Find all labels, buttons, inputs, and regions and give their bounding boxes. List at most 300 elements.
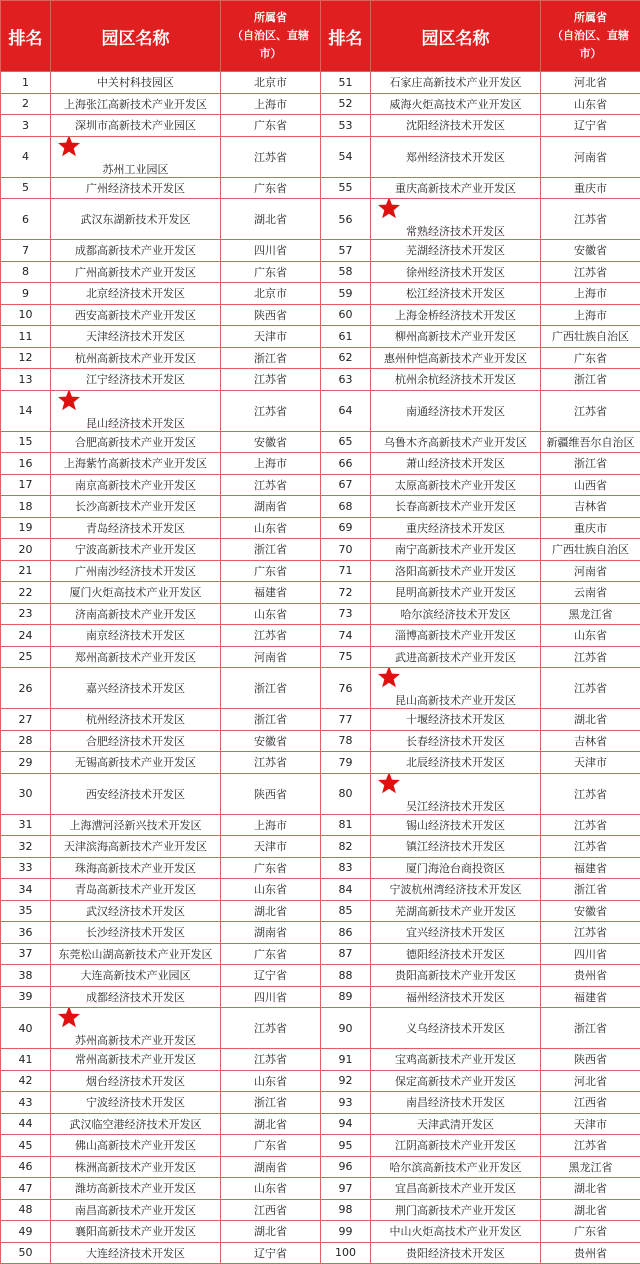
province-cell: 贵州省 [541, 965, 640, 987]
park-name-cell [51, 943, 221, 965]
park-name: 武进高新技术产业开发区 [395, 651, 516, 664]
park-name: 嘉兴经济技术开发区 [86, 682, 185, 695]
province-cell: 广东省 [221, 177, 321, 199]
rank-cell: 10 [1, 304, 51, 326]
province-cell: 广东省 [221, 943, 321, 965]
rank-cell: 91 [321, 1049, 371, 1071]
park-name: 洛阳高新技术产业开发区 [395, 565, 516, 578]
province-cell: 江苏省 [221, 474, 321, 496]
park-name-cell [371, 582, 541, 604]
header-province-line3: 市） [541, 45, 640, 63]
rank-cell: 8 [1, 261, 51, 283]
park-name-cell [371, 115, 541, 137]
table-row [1, 1135, 640, 1157]
park-name-cell [51, 474, 221, 496]
park-name: 襄阳高新技术产业开发区 [75, 1225, 196, 1238]
park-name-cell [371, 261, 541, 283]
province-cell: 浙江省 [541, 369, 640, 391]
park-name: 郑州高新技术产业开发区 [75, 651, 196, 664]
park-name-cell [51, 879, 221, 901]
park-name-cell [51, 326, 221, 348]
rank-cell: 46 [1, 1156, 51, 1178]
park-name-cell [371, 496, 541, 518]
rank-cell: 77 [321, 709, 371, 731]
rank-cell: 98 [321, 1199, 371, 1221]
table-row [1, 240, 640, 262]
table-row [1, 1242, 640, 1264]
province-cell: 江苏省 [541, 390, 640, 431]
province-cell: 北京市 [221, 283, 321, 305]
park-name-cell [371, 136, 541, 177]
park-name: 宁波杭州湾经济技术开发区 [390, 883, 522, 896]
table-row [1, 93, 640, 115]
park-name-cell [51, 453, 221, 475]
park-name: 松江经济技术开发区 [406, 287, 505, 300]
province-cell: 江苏省 [221, 625, 321, 647]
table-row [1, 326, 640, 348]
park-name: 宜兴经济技术开发区 [406, 926, 505, 939]
rank-cell: 32 [1, 836, 51, 858]
rank-cell: 23 [1, 603, 51, 625]
park-name: 天津武清开发区 [417, 1118, 494, 1131]
province-cell: 天津市 [221, 836, 321, 858]
park-name-cell [51, 304, 221, 326]
park-name: 上海张江高新技术产业开发区 [64, 98, 207, 111]
park-name: 东莞松山湖高新技术产业开发区 [59, 948, 213, 961]
park-name-cell [371, 773, 541, 814]
park-name-cell [51, 752, 221, 774]
province-cell: 浙江省 [221, 539, 321, 561]
park-name-cell [371, 836, 541, 858]
header-rank-right: 排名 [321, 1, 371, 72]
rank-cell: 86 [321, 922, 371, 944]
province-cell: 江苏省 [541, 668, 640, 709]
park-name-cell [371, 347, 541, 369]
park-name: 长沙经济技术开发区 [86, 926, 185, 939]
park-name: 青岛经济技术开发区 [86, 522, 185, 535]
rank-cell: 59 [321, 283, 371, 305]
park-name-cell [51, 965, 221, 987]
rank-cell: 52 [321, 93, 371, 115]
table-row [1, 390, 640, 431]
park-name-cell [51, 582, 221, 604]
province-cell: 黑龙江省 [541, 603, 640, 625]
park-name: 潍坊高新技术产业开发区 [75, 1182, 196, 1195]
rank-cell: 38 [1, 965, 51, 987]
park-name-cell [51, 646, 221, 668]
province-cell: 江苏省 [221, 752, 321, 774]
table-row [1, 261, 640, 283]
table-row [1, 836, 640, 858]
park-name-cell [51, 560, 221, 582]
province-cell: 广东省 [221, 1135, 321, 1157]
park-name-cell [51, 72, 221, 94]
province-cell: 吉林省 [541, 496, 640, 518]
rank-cell: 80 [321, 773, 371, 814]
park-name: 武汉东湖新技术开发区 [81, 213, 191, 226]
table-row [1, 857, 640, 879]
rank-cell: 97 [321, 1178, 371, 1200]
province-cell: 湖南省 [221, 496, 321, 518]
park-name: 广州高新技术产业开发区 [75, 266, 196, 279]
park-name-cell [371, 1221, 541, 1243]
rank-cell: 51 [321, 72, 371, 94]
province-cell: 浙江省 [221, 709, 321, 731]
table-row [1, 943, 640, 965]
park-name: 烟台经济技术开发区 [86, 1075, 185, 1088]
province-cell: 江苏省 [541, 261, 640, 283]
park-name: 哈尔滨经济技术开发区 [401, 608, 511, 621]
rank-cell: 90 [321, 1008, 371, 1049]
province-cell: 河南省 [541, 136, 640, 177]
header-name-right: 园区名称 [371, 1, 541, 72]
rank-cell: 60 [321, 304, 371, 326]
park-name: 南通经济技术开发区 [406, 405, 505, 418]
park-name: 北辰经济技术开发区 [406, 756, 505, 769]
park-name: 长春高新技术产业开发区 [395, 500, 516, 513]
park-name-cell [51, 539, 221, 561]
table-row [1, 900, 640, 922]
park-name: 镇江经济技术开发区 [406, 840, 505, 853]
park-name-cell [51, 240, 221, 262]
park-name-cell [371, 857, 541, 879]
province-cell: 上海市 [221, 814, 321, 836]
rank-cell: 68 [321, 496, 371, 518]
rank-cell: 35 [1, 900, 51, 922]
park-name-cell [371, 283, 541, 305]
province-cell: 湖北省 [221, 199, 321, 240]
park-name-cell [371, 199, 541, 240]
rank-cell: 25 [1, 646, 51, 668]
park-name: 上海漕河泾新兴技术开发区 [70, 819, 202, 832]
province-cell: 陕西省 [221, 773, 321, 814]
park-name-cell [371, 474, 541, 496]
rank-cell: 94 [321, 1113, 371, 1135]
park-name-cell [371, 1156, 541, 1178]
park-name-cell [51, 900, 221, 922]
header-name-left: 园区名称 [51, 1, 221, 72]
header-province-line2: （自治区、直辖 [221, 27, 320, 45]
park-name: 深圳市高新技术产业园区 [75, 119, 196, 132]
park-name: 常州高新技术产业开发区 [75, 1053, 196, 1066]
province-cell: 江苏省 [221, 136, 321, 177]
park-name: 上海金桥经济技术开发区 [395, 309, 516, 322]
rank-cell: 58 [321, 261, 371, 283]
park-name: 宁波经济技术开发区 [86, 1096, 185, 1109]
rank-cell: 55 [321, 177, 371, 199]
rank-cell: 96 [321, 1156, 371, 1178]
park-name-cell [51, 773, 221, 814]
header-province-line2: （自治区、直辖 [541, 27, 640, 45]
park-name-cell [371, 1199, 541, 1221]
park-name-cell [371, 240, 541, 262]
table-row [1, 517, 640, 539]
province-cell: 山西省 [541, 474, 640, 496]
province-cell: 上海市 [221, 453, 321, 475]
park-name: 重庆高新技术产业开发区 [395, 182, 516, 195]
park-name-cell [371, 1008, 541, 1049]
rank-cell: 83 [321, 857, 371, 879]
table-row [1, 474, 640, 496]
table-row [1, 453, 640, 475]
park-name-cell [371, 879, 541, 901]
park-name: 江宁经济技术开发区 [86, 373, 185, 386]
rank-cell: 3 [1, 115, 51, 137]
rank-cell: 37 [1, 943, 51, 965]
star-icon [377, 199, 541, 221]
park-name: 柳州高新技术产业开发区 [395, 330, 516, 343]
rank-cell: 99 [321, 1221, 371, 1243]
park-name: 大连高新技术产业园区 [81, 969, 191, 982]
province-cell: 江苏省 [221, 390, 321, 431]
park-name-cell [371, 1178, 541, 1200]
star-icon [57, 136, 221, 158]
table-row [1, 922, 640, 944]
rank-cell: 81 [321, 814, 371, 836]
rank-cell: 54 [321, 136, 371, 177]
park-name: 中关村科技园区 [97, 76, 174, 89]
rank-cell: 75 [321, 646, 371, 668]
park-name-cell [371, 326, 541, 348]
park-name: 杭州经济技术开发区 [86, 713, 185, 726]
park-name: 宜昌高新技术产业开发区 [395, 1182, 516, 1195]
park-name-cell [371, 1242, 541, 1264]
header-row [1, 1, 640, 72]
park-name-cell [371, 752, 541, 774]
park-name: 贵阳高新技术产业开发区 [395, 969, 516, 982]
park-name-cell [371, 1113, 541, 1135]
table-row [1, 668, 640, 709]
province-cell: 河南省 [541, 560, 640, 582]
rank-cell: 70 [321, 539, 371, 561]
park-name: 广州南沙经济技术开发区 [75, 565, 196, 578]
park-name-cell [51, 177, 221, 199]
park-name: 哈尔滨高新技术产业开发区 [390, 1161, 522, 1174]
park-name: 淄博高新技术产业开发区 [395, 629, 516, 642]
park-name: 南宁高新技术产业开发区 [395, 543, 516, 556]
province-cell: 黑龙江省 [541, 1156, 640, 1178]
province-cell: 江苏省 [221, 1008, 321, 1049]
province-cell: 陕西省 [541, 1049, 640, 1071]
province-cell: 贵州省 [541, 1242, 640, 1264]
park-name: 厦门海沧台商投资区 [406, 862, 505, 875]
rank-cell: 28 [1, 730, 51, 752]
province-cell: 河北省 [541, 72, 640, 94]
park-name-cell [371, 965, 541, 987]
park-name-cell [371, 539, 541, 561]
park-name: 芜湖经济技术开发区 [406, 244, 505, 257]
province-cell: 浙江省 [541, 453, 640, 475]
province-cell: 湖北省 [221, 1221, 321, 1243]
park-name-cell [51, 603, 221, 625]
star-icon [57, 390, 221, 412]
park-name: 南京经济技术开发区 [86, 629, 185, 642]
park-name: 长沙高新技术产业开发区 [75, 500, 196, 513]
rank-cell: 53 [321, 115, 371, 137]
park-name: 贵阳经济技术开发区 [406, 1247, 505, 1260]
park-name-cell [51, 1049, 221, 1071]
rank-cell: 72 [321, 582, 371, 604]
province-cell: 辽宁省 [221, 965, 321, 987]
rank-cell: 69 [321, 517, 371, 539]
rank-cell: 78 [321, 730, 371, 752]
park-name: 苏州工业园区 [103, 163, 169, 176]
province-cell: 四川省 [221, 240, 321, 262]
province-cell: 吉林省 [541, 730, 640, 752]
park-name-cell [51, 347, 221, 369]
province-cell: 上海市 [541, 283, 640, 305]
park-name: 芜湖高新技术产业开发区 [395, 905, 516, 918]
province-cell: 上海市 [541, 304, 640, 326]
park-name-cell [51, 1070, 221, 1092]
park-name: 上海紫竹高新技术产业开发区 [64, 457, 207, 470]
park-name-cell [51, 369, 221, 391]
rank-cell: 71 [321, 560, 371, 582]
rank-cell: 9 [1, 283, 51, 305]
park-name-cell [51, 136, 221, 177]
park-name-cell [371, 72, 541, 94]
rank-cell: 2 [1, 93, 51, 115]
rank-cell: 6 [1, 199, 51, 240]
table-row [1, 986, 640, 1008]
province-cell: 广东省 [221, 261, 321, 283]
rank-cell: 42 [1, 1070, 51, 1092]
rank-cell: 65 [321, 431, 371, 453]
park-name-cell [371, 390, 541, 431]
park-name: 常熟经济技术开发区 [406, 225, 505, 238]
park-name: 十堰经济技术开发区 [406, 713, 505, 726]
rank-cell: 73 [321, 603, 371, 625]
park-name-cell [371, 453, 541, 475]
province-cell: 江苏省 [541, 1135, 640, 1157]
park-name: 昆山经济技术开发区 [86, 417, 185, 430]
rank-cell: 5 [1, 177, 51, 199]
park-name-cell [51, 431, 221, 453]
province-cell: 江苏省 [541, 922, 640, 944]
table-row [1, 115, 640, 137]
rank-cell: 74 [321, 625, 371, 647]
table-row [1, 1049, 640, 1071]
park-name: 中山火炬高技术产业开发区 [390, 1225, 522, 1238]
park-name-cell [51, 857, 221, 879]
park-name: 成都经济技术开发区 [86, 991, 185, 1004]
province-cell: 湖南省 [221, 1156, 321, 1178]
park-name: 广州经济技术开发区 [86, 182, 185, 195]
rank-cell: 56 [321, 199, 371, 240]
header-province-left [221, 1, 321, 72]
park-name: 江阴高新技术产业开发区 [395, 1139, 516, 1152]
park-name: 武汉临空港经济技术开发区 [70, 1118, 202, 1131]
province-cell: 山东省 [221, 1178, 321, 1200]
province-cell: 广东省 [541, 1221, 640, 1243]
park-name: 宁波高新技术产业开发区 [75, 543, 196, 556]
province-cell: 浙江省 [541, 1008, 640, 1049]
rank-cell: 93 [321, 1092, 371, 1114]
province-cell: 河北省 [541, 1070, 640, 1092]
table-row [1, 177, 640, 199]
rank-cell: 61 [321, 326, 371, 348]
park-name: 杭州高新技术产业开发区 [75, 352, 196, 365]
park-name-cell [51, 496, 221, 518]
star-icon [377, 773, 541, 795]
park-name-cell [51, 836, 221, 858]
park-name-cell [51, 730, 221, 752]
table-row [1, 1178, 640, 1200]
rank-cell: 45 [1, 1135, 51, 1157]
park-name: 长春经济技术开发区 [406, 735, 505, 748]
table-row [1, 560, 640, 582]
rank-cell: 88 [321, 965, 371, 987]
province-cell: 山东省 [221, 1070, 321, 1092]
park-name-cell [51, 922, 221, 944]
table-row [1, 965, 640, 987]
park-name-cell [371, 517, 541, 539]
park-name-cell [371, 369, 541, 391]
rank-cell: 17 [1, 474, 51, 496]
park-name: 厦门火炬高技术产业开发区 [70, 586, 202, 599]
park-name-cell [371, 646, 541, 668]
province-cell: 浙江省 [221, 1092, 321, 1114]
province-cell: 重庆市 [541, 177, 640, 199]
province-cell: 山东省 [541, 93, 640, 115]
park-name: 福州经济技术开发区 [406, 991, 505, 1004]
rank-cell: 13 [1, 369, 51, 391]
province-cell: 广东省 [221, 115, 321, 137]
rank-cell: 40 [1, 1008, 51, 1049]
park-name-cell [51, 709, 221, 731]
park-name: 昆山高新技术产业开发区 [395, 694, 516, 707]
table-row [1, 431, 640, 453]
rank-cell: 44 [1, 1113, 51, 1135]
province-cell: 江苏省 [541, 199, 640, 240]
park-name-cell [51, 625, 221, 647]
park-name: 沈阳经济技术开发区 [406, 119, 505, 132]
rank-cell: 82 [321, 836, 371, 858]
park-name: 北京经济技术开发区 [86, 287, 185, 300]
province-cell: 湖北省 [541, 1199, 640, 1221]
rank-cell: 16 [1, 453, 51, 475]
province-cell: 浙江省 [221, 668, 321, 709]
province-cell: 广东省 [221, 560, 321, 582]
park-name-cell [371, 431, 541, 453]
rank-cell: 18 [1, 496, 51, 518]
table-row [1, 730, 640, 752]
rank-cell: 22 [1, 582, 51, 604]
rank-cell: 21 [1, 560, 51, 582]
province-cell: 天津市 [221, 326, 321, 348]
park-name: 青岛高新技术产业开发区 [75, 883, 196, 896]
park-name: 济南高新技术产业开发区 [75, 608, 196, 621]
province-cell: 上海市 [221, 93, 321, 115]
province-cell: 江西省 [541, 1092, 640, 1114]
park-name: 锡山经济技术开发区 [406, 819, 505, 832]
rank-cell: 95 [321, 1135, 371, 1157]
rank-cell: 92 [321, 1070, 371, 1092]
table-row [1, 72, 640, 94]
province-cell: 湖北省 [541, 1178, 640, 1200]
table-row [1, 625, 640, 647]
rank-cell: 47 [1, 1178, 51, 1200]
rank-cell: 76 [321, 668, 371, 709]
rank-cell: 85 [321, 900, 371, 922]
park-name: 郑州经济技术开发区 [406, 151, 505, 164]
province-cell: 山东省 [221, 517, 321, 539]
province-cell: 云南省 [541, 582, 640, 604]
rank-cell: 4 [1, 136, 51, 177]
province-cell: 北京市 [221, 72, 321, 94]
park-name: 南京高新技术产业开发区 [75, 479, 196, 492]
table-row [1, 496, 640, 518]
